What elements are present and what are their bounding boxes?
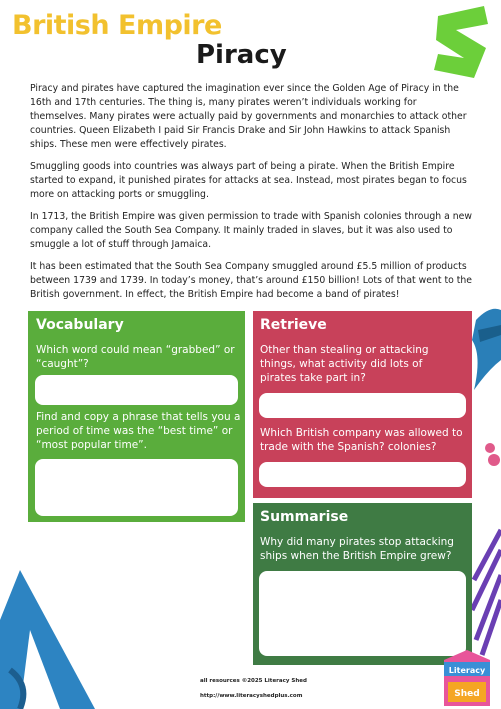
- summarise-panel: [253, 503, 472, 665]
- svg-text:Shed: Shed: [454, 689, 480, 699]
- article-body: [30, 82, 475, 310]
- vocabulary-heading: Vocabulary: [36, 317, 124, 333]
- retrieve-heading: Retrieve: [260, 317, 327, 333]
- vocabulary-question-1: Which word could mean “grabbed” or “caught”?: [36, 344, 235, 370]
- page-subtitle: Piracy: [196, 40, 287, 70]
- paragraph-3: In 1713, the British Empire was given permission to trade with Spanish colonies through a new company called the South Sea Company. It mainly traded in slaves, but it was also used to smuggle a lot of stuff through Jamaica.: [30, 211, 472, 250]
- retrieve-panel: [253, 311, 472, 498]
- footer-copyright: all resources ©2025 Literacy Shed: [200, 678, 307, 684]
- blue-triangle-decoration: [0, 560, 120, 709]
- summarise-heading: Summarise: [260, 509, 349, 525]
- vocabulary-answer-2-box[interactable]: [35, 459, 238, 516]
- svg-text:Literacy: Literacy: [448, 666, 486, 675]
- retrieve-question-1: Other than stealing or attacking things, what activity did lots of pirates take part in?: [260, 344, 429, 384]
- paragraph-2: Smuggling goods into countries was always part of being a pirate. When the British Empire started to expand, it punished pirates for attacks at sea. Instead, most pirates began to focus more on attacking ports or smuggling.: [30, 161, 467, 200]
- green-s-decoration: [428, 4, 494, 82]
- footer-url[interactable]: http://www.literacyshedplus.com: [200, 693, 303, 699]
- retrieve-question-2: Which British company was allowed to trade with the Spanish? colonies?: [260, 427, 463, 453]
- literacy-shed-logo: [438, 650, 496, 706]
- vocabulary-panel: [28, 311, 245, 522]
- paragraph-1: Piracy and pirates have captured the imagination ever since the Golden Age of Piracy in the 16th and 17th centuries. The thing is, many pirates weren’t individuals working for themselves. Many pirates were actually paid by governments and monarchies to attack other countries. Queen Elizabeth I paid Sir Francis Drake and Sir John Hawkins to attack Spanish ships. These men were effectively pirates.: [30, 83, 467, 150]
- purple-scribble-decoration: [468, 520, 501, 660]
- paragraph-4: It has been estimated that the South Sea Company smuggled around £5.5 million of products between 1739 and 1739. In today’s money, that’s around £150 billion! Lots of that went to the British government. In effect, the British Empire had become a band of pirates!: [30, 261, 472, 300]
- pink-circles-decoration: [478, 440, 501, 470]
- summarise-question-1: Why did many pirates stop attacking ships when the British Empire grew?: [260, 536, 454, 562]
- page-title: British Empire: [12, 10, 222, 41]
- vocabulary-answer-1-box[interactable]: [35, 375, 238, 405]
- vocabulary-question-2: Find and copy a phrase that tells you a period of time was the “best time” or “most popular time”.: [36, 411, 241, 451]
- retrieve-answer-1-box[interactable]: [259, 393, 466, 418]
- summarise-answer-box[interactable]: [259, 571, 466, 656]
- blue-brush-decoration: [470, 300, 501, 410]
- retrieve-answer-2-box[interactable]: [259, 462, 466, 487]
